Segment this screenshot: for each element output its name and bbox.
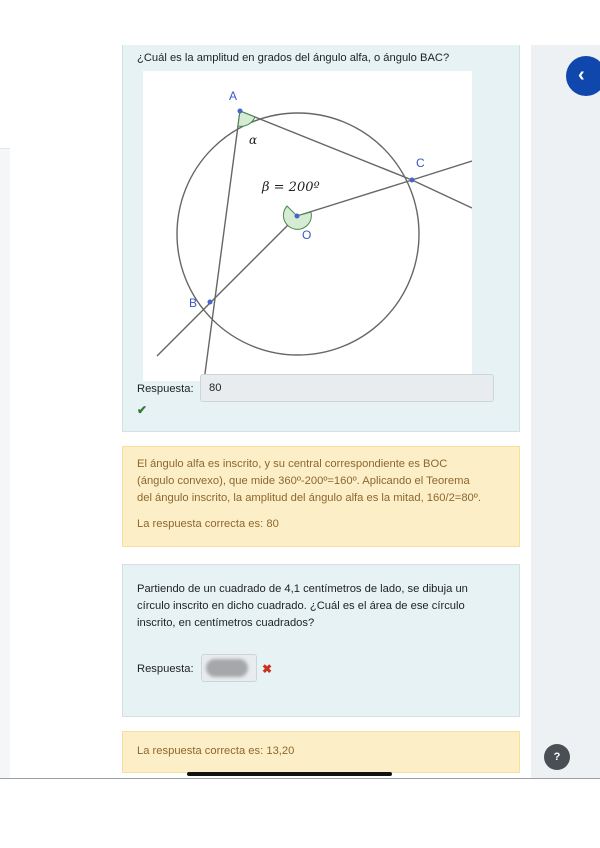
point-c xyxy=(410,178,415,183)
label-c: C xyxy=(416,156,425,170)
label-a: A xyxy=(229,89,238,103)
cross-icon: ✖ xyxy=(262,662,273,676)
redacted-answer xyxy=(206,659,248,677)
answer-label: Respuesta: xyxy=(137,663,194,675)
right-drawer-rail xyxy=(531,45,600,778)
label-b: B xyxy=(189,296,198,310)
label-alpha: α xyxy=(249,133,258,147)
feedback-1-line-1: El ángulo alfa es inscrito, y su central correspondiente es BOC xyxy=(137,458,448,470)
chevron-left-icon: ‹ xyxy=(578,64,585,86)
line-c-right-lower xyxy=(412,180,472,208)
home-indicator xyxy=(187,772,392,776)
question-1-text: ¿Cuál es la amplitud en grados del ángulo alfa, o ángulo BAC? xyxy=(137,52,450,64)
open-block-drawer-button[interactable] xyxy=(566,56,600,96)
point-o xyxy=(295,214,300,219)
feedback-1-correct-answer: La respuesta correcta es: 80 xyxy=(137,518,279,530)
geometry-figure xyxy=(143,71,472,381)
question-2-line-1: Partiendo de un cuadrado de 4,1 centímetros de lado, se dibuja un xyxy=(137,583,468,595)
help-button[interactable]: ? xyxy=(544,744,570,770)
left-panel-edge xyxy=(0,148,10,779)
answer-label: Respuesta: xyxy=(137,383,194,395)
chord-ac xyxy=(240,111,412,180)
answer-input[interactable]: 80 xyxy=(200,374,494,402)
circle xyxy=(177,113,419,355)
check-icon: ✔ xyxy=(137,403,148,417)
question-1-card xyxy=(122,45,520,432)
feedback-1-line-2: (ángulo convexo), que mide 360º-200º=160º. Aplicando el Teorema xyxy=(137,475,470,487)
answer-input[interactable] xyxy=(201,654,257,682)
question-2-line-3: inscrito, en centímetros cuadrados? xyxy=(137,617,315,629)
point-a xyxy=(238,109,243,114)
circle-diagram xyxy=(143,71,472,381)
feedback-1-card xyxy=(122,446,520,547)
label-beta: β = 200º xyxy=(262,180,320,195)
bottom-divider xyxy=(0,778,600,779)
feedback-2-card xyxy=(122,731,520,773)
label-o: O xyxy=(302,228,312,242)
line-ob xyxy=(157,216,297,356)
point-b xyxy=(208,300,213,305)
question-2-card xyxy=(122,564,520,717)
feedback-1-line-3: del ángulo inscrito, la amplitud del ángulo alfa es la mitad, 160/2=80º. xyxy=(137,492,481,504)
question-2-line-2: círculo inscrito en dicho cuadrado. ¿Cuál es el área de ese círculo xyxy=(137,600,465,612)
feedback-2-correct-answer: La respuesta correcta es: 13,20 xyxy=(137,745,295,757)
